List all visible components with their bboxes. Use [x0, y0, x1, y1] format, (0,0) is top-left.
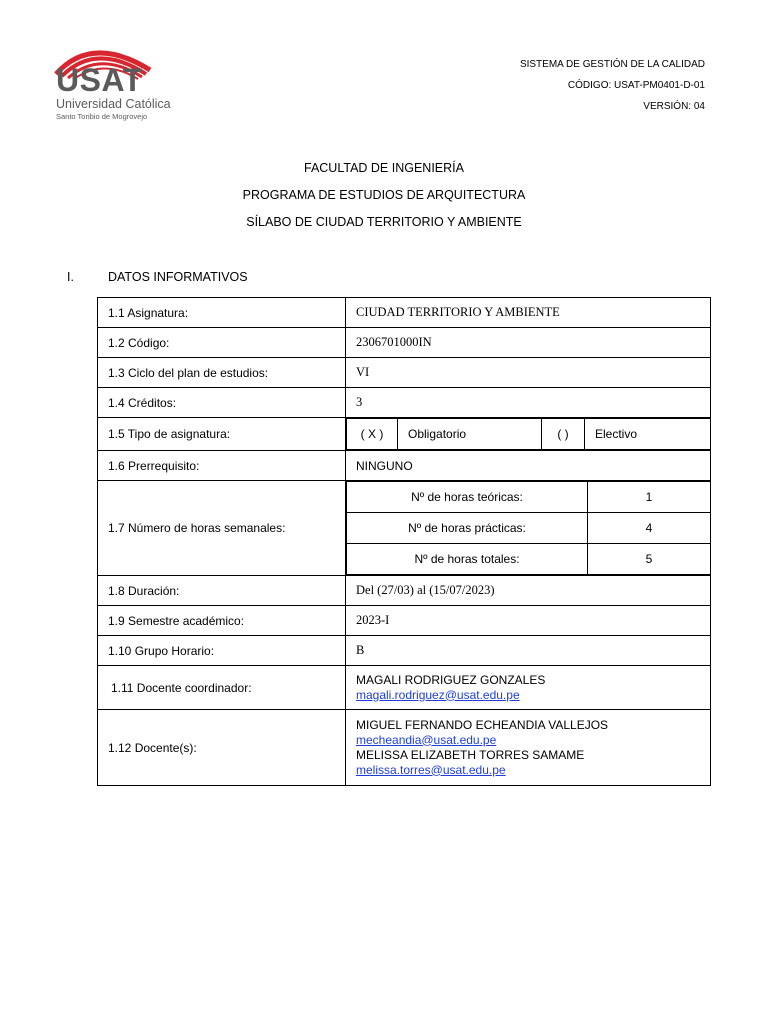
coordinator-email-link[interactable]: magali.rodriguez@usat.edu.pe: [356, 687, 520, 702]
row-value: CIUDAD TERRITORIO Y AMBIENTE: [346, 298, 711, 328]
faculty-title: FACULTAD DE INGENIERÍA: [304, 161, 464, 175]
theory-hours-value: 1: [588, 482, 711, 513]
electivo-label: Electivo: [585, 419, 711, 450]
section-number: I.: [67, 270, 74, 284]
teacher-email-link[interactable]: mecheandia@usat.edu.pe: [356, 732, 497, 747]
section-heading: [67, 270, 248, 284]
hours-cell: [346, 481, 711, 576]
usat-logo: [52, 40, 171, 124]
logo-name: USAT: [56, 62, 143, 98]
table-row: [98, 328, 711, 358]
table-row: [98, 606, 711, 636]
row-value: Del (27/03) al (15/07/2023): [346, 576, 711, 606]
row-label: 1.4 Créditos:: [98, 388, 346, 418]
row-label: 1.8 Duración:: [98, 576, 346, 606]
row-value: 2306701000IN: [346, 328, 711, 358]
row-value: NINGUNO: [346, 451, 711, 481]
table-row: [98, 710, 711, 786]
row-value: 2023-I: [346, 606, 711, 636]
quality-system-text: SISTEMA DE GESTIÓN DE LA CALIDAD: [519, 59, 705, 70]
table-row: [98, 388, 711, 418]
table-row: [98, 636, 711, 666]
total-hours-label: Nº de horas totales:: [347, 544, 588, 575]
syllabus-title: SÍLABO DE CIUDAD TERRITORIO Y AMBIENTE: [246, 215, 522, 229]
practice-hours-value: 4: [588, 513, 711, 544]
row-value: B: [346, 636, 711, 666]
logo-subtitle: Universidad Católica: [56, 97, 171, 111]
teacher-email-link[interactable]: melissa.torres@usat.edu.pe: [356, 762, 506, 777]
course-type-cell: [346, 418, 711, 451]
row-label: 1.5 Tipo de asignatura:: [98, 418, 346, 451]
row-value: VI: [346, 358, 711, 388]
row-label: 1.7 Número de horas semanales:: [98, 481, 346, 576]
row-label: 1.12 Docente(s):: [98, 710, 346, 786]
table-row: [98, 481, 711, 576]
coordinator-name: MAGALI RODRIGUEZ GONZALES: [356, 672, 546, 687]
table-row: [98, 576, 711, 606]
practice-hours-label: Nº de horas prácticas:: [347, 513, 588, 544]
total-hours-value: 5: [588, 544, 711, 575]
row-label: 1.10 Grupo Horario:: [98, 636, 346, 666]
info-table: [97, 297, 711, 786]
section-title: DATOS INFORMATIVOS: [108, 270, 248, 284]
table-row: [98, 358, 711, 388]
table-row: [98, 666, 711, 710]
coordinator-cell: [346, 666, 711, 710]
table-row: [98, 418, 711, 451]
row-value: 3: [346, 388, 711, 418]
row-label: 1.9 Semestre académico:: [98, 606, 346, 636]
row-label: 1.1 Asignatura:: [98, 298, 346, 328]
teacher-name: MIGUEL FERNANDO ECHEANDIA VALLEJOS: [356, 717, 609, 732]
electivo-mark: ( ): [542, 419, 585, 450]
theory-hours-label: Nº de horas teóricas:: [347, 482, 588, 513]
row-label: 1.3 Ciclo del plan de estudios:: [98, 358, 346, 388]
teachers-cell: [346, 710, 711, 786]
document-version: VERSIÓN: 04: [643, 101, 705, 112]
obligatorio-mark: ( X ): [347, 419, 398, 450]
table-row: [98, 298, 711, 328]
program-title: PROGRAMA DE ESTUDIOS DE ARQUITECTURA: [242, 188, 526, 202]
document-code: CÓDIGO: USAT-PM0401-D-01: [567, 80, 705, 91]
document-titles: [0, 155, 768, 236]
table-row: [98, 451, 711, 481]
document-header: [520, 54, 705, 117]
row-label: 1.6 Prerrequisito:: [98, 451, 346, 481]
logo-tagline: Santo Toribio de Mogrovejo: [56, 112, 148, 121]
teacher-name: MELISSA ELIZABETH TORRES SAMAME: [356, 747, 585, 762]
hours-table: [346, 481, 710, 575]
obligatorio-label: Obligatorio: [398, 419, 542, 450]
row-label: 1.11 Docente coordinador:: [98, 666, 346, 710]
course-type-options: [346, 418, 710, 450]
row-label: 1.2 Código:: [98, 328, 346, 358]
